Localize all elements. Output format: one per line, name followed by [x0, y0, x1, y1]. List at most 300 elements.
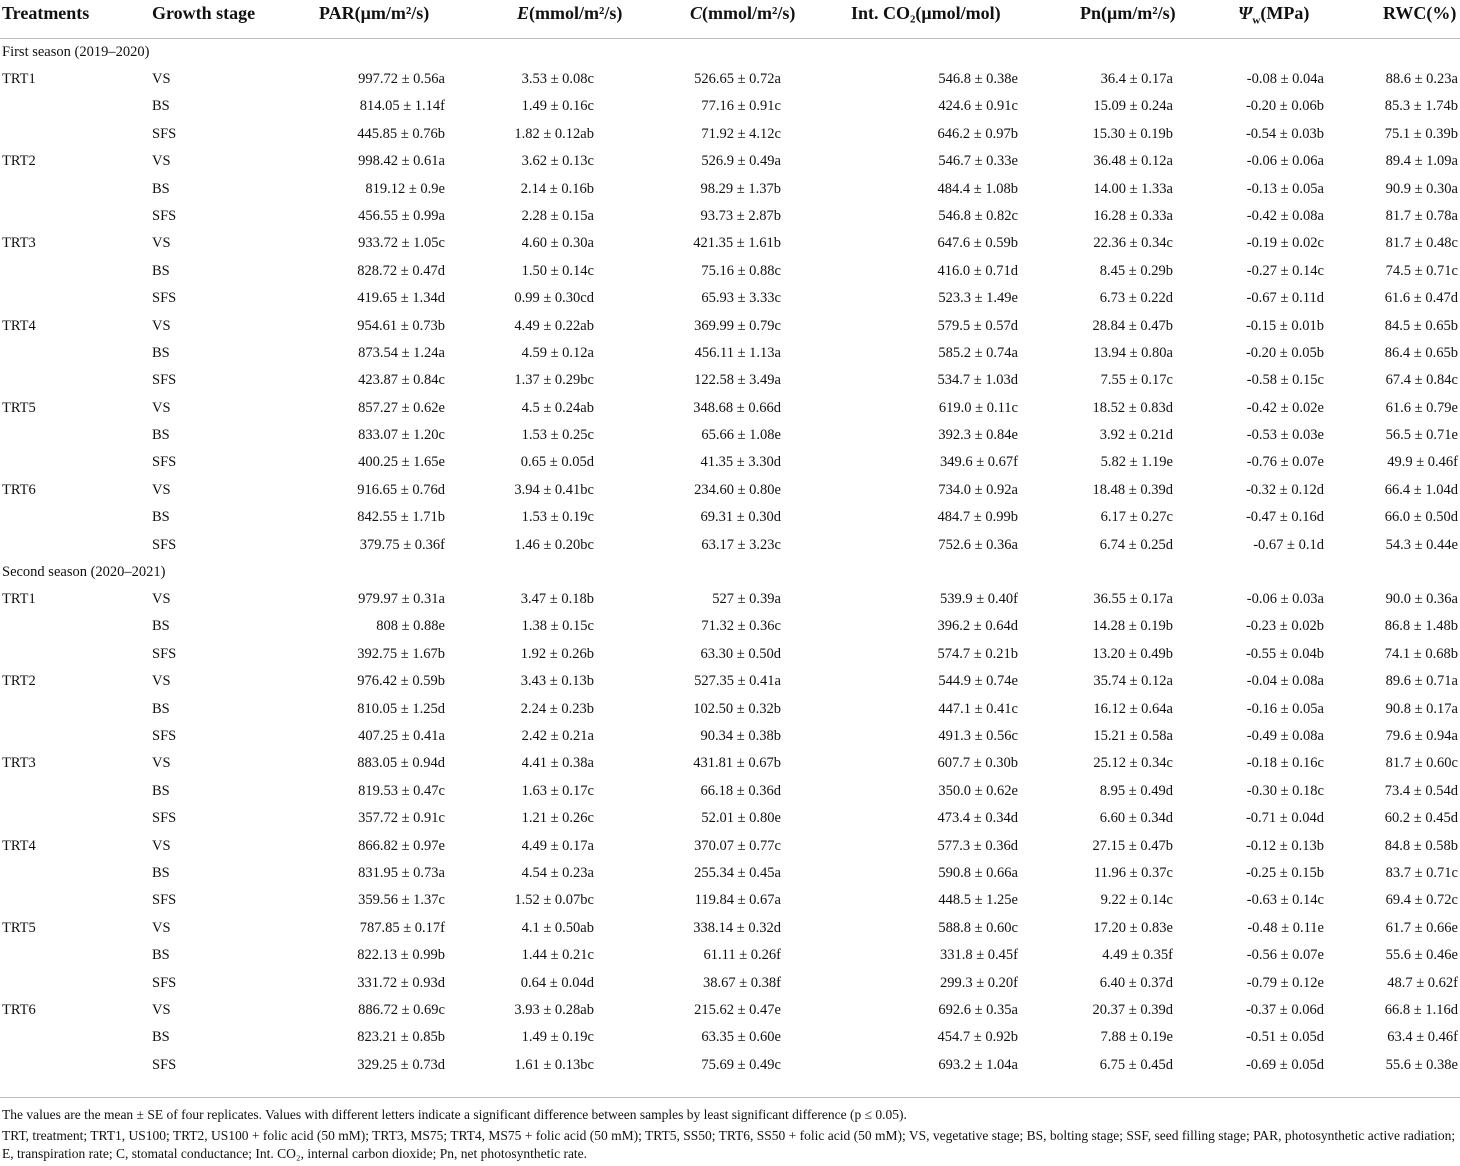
header-conductance: [690, 0, 795, 26]
cell-transpiration: 1.37 ± 0.29bc: [514, 372, 594, 389]
cell-water-potential: -0.13 ± 0.05a: [1246, 180, 1324, 197]
cell-par: 979.97 ± 0.31a: [358, 591, 445, 608]
cell-pn: 16.12 ± 0.64a: [1093, 700, 1173, 717]
cell-growth-stage: VS: [152, 399, 171, 416]
cell-pn: 6.74 ± 0.25d: [1099, 536, 1173, 553]
cell-pn: 18.52 ± 0.83d: [1092, 399, 1173, 416]
cell-water-potential: -0.76 ± 0.07e: [1246, 454, 1324, 471]
cell-transpiration: 1.53 ± 0.25c: [521, 427, 594, 444]
cell-par: 329.25 ± 0.73d: [357, 1056, 445, 1073]
cell-water-potential: -0.51 ± 0.05d: [1245, 1029, 1324, 1046]
cell-transpiration: 1.44 ± 0.21c: [521, 947, 594, 964]
cell-rwc: 84.5 ± 0.65b: [1384, 317, 1458, 334]
cell-rwc: 90.9 ± 0.30a: [1385, 180, 1458, 197]
cell-pn: 13.20 ± 0.49b: [1092, 645, 1173, 662]
cell-treatment: TRT1: [2, 71, 36, 87]
cell-growth-stage: BS: [152, 509, 170, 526]
cell-transpiration: 1.52 ± 0.07bc: [514, 892, 594, 909]
cell-rwc: 86.8 ± 1.48b: [1384, 618, 1458, 635]
season-title: First season (2019–2020): [2, 44, 150, 60]
cell-pn: 15.09 ± 0.24a: [1093, 98, 1173, 115]
cell-growth-stage: SFS: [152, 727, 177, 744]
cell-growth-stage: VS: [152, 481, 171, 498]
cell-conductance: 234.60 ± 0.80e: [694, 481, 781, 498]
table-row: [0, 66, 1460, 93]
cell-conductance: 431.81 ± 0.67b: [693, 755, 781, 772]
table-row: [0, 668, 1460, 695]
cell-rwc: 85.3 ± 1.74b: [1384, 98, 1458, 115]
cell-rwc: 89.6 ± 0.71a: [1385, 673, 1458, 690]
cell-rwc: 55.6 ± 0.46e: [1385, 947, 1458, 964]
cell-int-co2: 619.0 ± 0.11c: [938, 399, 1018, 416]
cell-int-co2: 546.8 ± 0.38e: [938, 71, 1018, 87]
cell-par: 857.27 ± 0.62e: [358, 399, 445, 416]
cell-treatment: TRT3: [2, 755, 36, 772]
cell-conductance: 52.01 ± 0.80e: [701, 810, 781, 827]
cell-water-potential: -0.48 ± 0.11e: [1247, 919, 1324, 936]
cell-conductance: 63.17 ± 3.23c: [701, 536, 781, 553]
cell-treatment: TRT6: [2, 1001, 36, 1018]
header-par: PAR(μm/m²/s): [319, 3, 430, 23]
cell-transpiration: 1.63 ± 0.17c: [521, 782, 594, 799]
cell-water-potential: -0.16 ± 0.05a: [1246, 700, 1324, 717]
cell-transpiration: 2.14 ± 0.16b: [520, 180, 594, 197]
cell-pn: 9.22 ± 0.14c: [1100, 892, 1173, 909]
cell-transpiration: 3.93 ± 0.28ab: [514, 1001, 594, 1018]
cell-par: 933.72 ± 1.05c: [358, 235, 445, 252]
cell-conductance: 526.65 ± 0.72a: [694, 71, 781, 87]
cell-int-co2: 585.2 ± 0.74a: [938, 344, 1018, 361]
cell-treatment: TRT1: [2, 591, 36, 608]
cell-int-co2: 491.3 ± 0.56c: [938, 727, 1018, 744]
cell-rwc: 56.5 ± 0.71e: [1385, 427, 1458, 444]
cell-pn: 36.4 ± 0.17a: [1100, 71, 1173, 87]
cell-conductance: 63.30 ± 0.50d: [700, 645, 781, 662]
cell-pn: 17.20 ± 0.83e: [1093, 919, 1173, 936]
cell-par: 814.05 ± 1.14f: [359, 98, 445, 115]
cell-int-co2: 577.3 ± 0.36d: [937, 837, 1018, 854]
cell-pn: 28.84 ± 0.47b: [1092, 317, 1173, 334]
cell-conductance: 61.11 ± 0.26f: [703, 947, 781, 964]
table-row: [0, 1024, 1460, 1051]
table-row: [0, 778, 1460, 805]
cell-conductance: 65.66 ± 1.08e: [701, 427, 781, 444]
cell-growth-stage: SFS: [152, 125, 177, 142]
cell-treatment: TRT2: [2, 153, 36, 170]
cell-int-co2: 447.1 ± 0.41c: [938, 700, 1018, 717]
cell-water-potential: -0.20 ± 0.05b: [1245, 344, 1324, 361]
cell-water-potential: -0.42 ± 0.02e: [1246, 399, 1324, 416]
cell-water-potential: -0.67 ± 0.11d: [1246, 290, 1324, 307]
cell-pn: 7.88 ± 0.19e: [1100, 1029, 1173, 1046]
cell-treatment: TRT5: [2, 919, 36, 936]
table-row: [0, 915, 1460, 942]
cell-treatment: TRT3: [2, 235, 36, 252]
cell-growth-stage: SFS: [152, 290, 177, 307]
cell-rwc: 49.9 ± 0.46f: [1387, 454, 1458, 471]
cell-transpiration: 4.1 ± 0.50ab: [521, 919, 594, 936]
cell-rwc: 90.0 ± 0.36a: [1385, 591, 1458, 608]
cell-water-potential: -0.69 ± 0.05d: [1245, 1056, 1324, 1073]
cell-growth-stage: SFS: [152, 536, 177, 553]
cell-transpiration: 0.99 ± 0.30cd: [514, 290, 594, 307]
table-row: [0, 997, 1460, 1024]
cell-conductance: 75.69 ± 0.49c: [701, 1056, 781, 1073]
cell-transpiration: 4.49 ± 0.22ab: [514, 317, 594, 334]
cell-conductance: 69.31 ± 0.30d: [700, 509, 781, 526]
cell-int-co2: 392.3 ± 0.84e: [938, 427, 1018, 444]
cell-par: 456.55 ± 0.99a: [358, 207, 445, 224]
cell-pn: 5.82 ± 1.19e: [1100, 454, 1173, 471]
header-psi-subscript: w: [1252, 14, 1261, 27]
table-row: [0, 750, 1460, 777]
cell-conductance: 255.34 ± 0.45a: [694, 864, 781, 881]
cell-int-co2: 544.9 ± 0.74e: [938, 673, 1018, 690]
cell-par: 810.05 ± 1.25d: [357, 700, 445, 717]
cell-int-co2: 331.8 ± 0.45f: [939, 947, 1018, 964]
header-psi-unit: (MPa): [1260, 3, 1310, 23]
cell-int-co2: 539.9 ± 0.40f: [939, 591, 1018, 608]
table-row: [0, 1052, 1460, 1079]
header-rwc: RWC(%): [1383, 3, 1457, 23]
cell-int-co2: 588.8 ± 0.60c: [938, 919, 1018, 936]
table-row: [0, 422, 1460, 449]
cell-growth-stage: BS: [152, 700, 170, 717]
cell-water-potential: -0.56 ± 0.07e: [1246, 947, 1324, 964]
cell-rwc: 90.8 ± 0.17a: [1385, 700, 1458, 717]
cell-rwc: 81.7 ± 0.78a: [1385, 207, 1458, 224]
table-row: [0, 93, 1460, 120]
cell-par: 357.72 ± 0.91c: [358, 810, 445, 827]
cell-int-co2: 546.8 ± 0.82c: [938, 207, 1018, 224]
cell-growth-stage: BS: [152, 1029, 170, 1046]
cell-conductance: 71.32 ± 0.36c: [701, 618, 781, 635]
cell-pn: 13.94 ± 0.80a: [1093, 344, 1173, 361]
table-row: [0, 887, 1460, 914]
cell-par: 883.05 ± 0.94d: [357, 755, 445, 772]
cell-par: 873.54 ± 1.24a: [358, 344, 445, 361]
cell-growth-stage: VS: [152, 591, 171, 608]
table-row: [0, 230, 1460, 257]
cell-growth-stage: VS: [152, 153, 171, 170]
cell-par: 828.72 ± 0.47d: [357, 262, 445, 279]
cell-pn: 6.17 ± 0.27c: [1100, 509, 1173, 526]
table-row: [0, 805, 1460, 832]
cell-water-potential: -0.19 ± 0.02c: [1246, 235, 1324, 252]
cell-par: 822.13 ± 0.99b: [357, 947, 445, 964]
cell-int-co2: 647.6 ± 0.59b: [937, 235, 1018, 252]
cell-pn: 20.37 ± 0.39d: [1092, 1001, 1173, 1018]
cell-growth-stage: VS: [152, 755, 171, 772]
cell-conductance: 119.84 ± 0.67a: [694, 892, 781, 909]
cell-conductance: 90.34 ± 0.38b: [700, 727, 781, 744]
cell-int-co2: 416.0 ± 0.71d: [937, 262, 1018, 279]
cell-par: 866.82 ± 0.97e: [358, 837, 445, 854]
cell-water-potential: -0.06 ± 0.03a: [1246, 591, 1324, 608]
cell-conductance: 215.62 ± 0.47e: [694, 1001, 781, 1018]
cell-transpiration: 1.61 ± 0.13bc: [514, 1056, 594, 1073]
header-pn: Pn(μm/m²/s): [1080, 3, 1176, 23]
table-row: [0, 641, 1460, 668]
cell-conductance: 102.50 ± 0.32b: [693, 700, 781, 717]
cell-water-potential: -0.63 ± 0.14c: [1246, 892, 1324, 909]
cell-pn: 18.48 ± 0.39d: [1092, 481, 1173, 498]
cell-treatment: TRT2: [2, 673, 36, 690]
cell-transpiration: 1.21 ± 0.26c: [521, 810, 594, 827]
cell-rwc: 81.7 ± 0.48c: [1385, 235, 1458, 252]
cell-conductance: 526.9 ± 0.49a: [701, 153, 781, 170]
cell-int-co2: 646.2 ± 0.97b: [937, 125, 1018, 142]
cell-transpiration: 1.92 ± 0.26b: [520, 645, 594, 662]
cell-growth-stage: VS: [152, 71, 171, 87]
cell-water-potential: -0.71 ± 0.04d: [1245, 810, 1324, 827]
cell-transpiration: 4.49 ± 0.17a: [521, 837, 594, 854]
cell-int-co2: 607.7 ± 0.30b: [937, 755, 1018, 772]
cell-conductance: 77.16 ± 0.91c: [701, 98, 781, 115]
table-footnotes: [0, 1097, 1460, 1166]
cell-int-co2: 396.2 ± 0.64d: [937, 618, 1018, 635]
cell-water-potential: -0.25 ± 0.15b: [1245, 864, 1324, 881]
header-c-unit: (mmol/m²/s): [702, 3, 796, 23]
header-psi-symbol: Ψ: [1238, 3, 1253, 23]
cell-water-potential: -0.27 ± 0.14c: [1246, 262, 1324, 279]
cell-transpiration: 4.59 ± 0.12a: [521, 344, 594, 361]
cell-water-potential: -0.42 ± 0.08a: [1246, 207, 1324, 224]
cell-int-co2: 693.2 ± 1.04a: [938, 1056, 1018, 1073]
cell-water-potential: -0.58 ± 0.15c: [1246, 372, 1324, 389]
cell-par: 400.25 ± 1.65e: [358, 454, 445, 471]
header-e-symbol: E: [517, 3, 530, 23]
cell-par: 419.65 ± 1.34d: [357, 290, 445, 307]
table-row: [0, 285, 1460, 312]
cell-conductance: 63.35 ± 0.60e: [701, 1029, 781, 1046]
cell-rwc: 54.3 ± 0.44e: [1385, 536, 1458, 553]
cell-pn: 6.40 ± 0.37d: [1099, 974, 1173, 991]
cell-par: 445.85 ± 0.76b: [357, 125, 445, 142]
cell-conductance: 98.29 ± 1.37b: [700, 180, 781, 197]
cell-growth-stage: BS: [152, 947, 170, 964]
cell-conductance: 122.58 ± 3.49a: [694, 372, 781, 389]
cell-int-co2: 299.3 ± 0.20f: [939, 974, 1018, 991]
cell-conductance: 71.92 ± 4.12c: [701, 125, 781, 142]
cell-pn: 27.15 ± 0.47b: [1092, 837, 1173, 854]
cell-conductance: 338.14 ± 0.32d: [693, 919, 781, 936]
cell-int-co2: 454.7 ± 0.92b: [937, 1029, 1018, 1046]
cell-pn: 8.95 ± 0.49d: [1099, 782, 1173, 799]
header-e-unit: (mmol/m²/s): [529, 3, 623, 23]
cell-transpiration: 4.41 ± 0.38a: [521, 755, 594, 772]
cell-treatment: TRT4: [2, 837, 36, 854]
cell-par: 976.42 ± 0.59b: [357, 673, 445, 690]
table-header: [0, 0, 1460, 39]
cell-par: 916.65 ± 0.76d: [357, 481, 445, 498]
cell-water-potential: -0.37 ± 0.06d: [1245, 1001, 1324, 1018]
cell-rwc: 74.1 ± 0.68b: [1384, 645, 1458, 662]
cell-conductance: 369.99 ± 0.79c: [694, 317, 781, 334]
table-row: [0, 696, 1460, 723]
cell-par: 379.75 ± 0.36f: [359, 536, 445, 553]
header-c-symbol: C: [690, 3, 703, 23]
cell-pn: 16.28 ± 0.33a: [1093, 207, 1173, 224]
cell-transpiration: 1.49 ± 0.19c: [521, 1029, 594, 1046]
cell-water-potential: -0.08 ± 0.04a: [1246, 71, 1324, 87]
cell-conductance: 66.18 ± 0.36d: [700, 782, 781, 799]
cell-water-potential: -0.12 ± 0.13b: [1245, 837, 1324, 854]
cell-par: 787.85 ± 0.17f: [359, 919, 445, 936]
cell-transpiration: 4.5 ± 0.24ab: [521, 399, 594, 416]
cell-water-potential: -0.06 ± 0.06a: [1246, 153, 1324, 170]
cell-transpiration: 3.43 ± 0.13b: [520, 673, 594, 690]
cell-growth-stage: BS: [152, 262, 170, 279]
cell-rwc: 75.1 ± 0.39b: [1384, 125, 1458, 142]
table-row: [0, 970, 1460, 997]
cell-growth-stage: VS: [152, 673, 171, 690]
cell-rwc: 66.8 ± 1.16d: [1384, 1001, 1458, 1018]
cell-rwc: 61.7 ± 0.66e: [1385, 919, 1458, 936]
cell-int-co2: 734.0 ± 0.92a: [938, 481, 1018, 498]
table-row: [0, 313, 1460, 340]
cell-conductance: 527.35 ± 0.41a: [694, 673, 781, 690]
cell-rwc: 61.6 ± 0.79e: [1385, 399, 1458, 416]
cell-rwc: 66.0 ± 0.50d: [1384, 509, 1458, 526]
cell-transpiration: 1.50 ± 0.14c: [521, 262, 594, 279]
cell-int-co2: 484.4 ± 1.08b: [937, 180, 1018, 197]
cell-growth-stage: VS: [152, 317, 171, 334]
table-row: [0, 449, 1460, 476]
cell-water-potential: -0.30 ± 0.18c: [1246, 782, 1324, 799]
cell-growth-stage: SFS: [152, 974, 177, 991]
cell-int-co2: 574.7 ± 0.21b: [937, 645, 1018, 662]
cell-growth-stage: VS: [152, 235, 171, 252]
cell-par: 998.42 ± 0.61a: [358, 153, 445, 170]
cell-water-potential: -0.67 ± 0.1d: [1253, 536, 1324, 553]
cell-growth-stage: SFS: [152, 892, 177, 909]
cell-growth-stage: SFS: [152, 645, 177, 662]
cell-int-co2: 523.3 ± 1.49e: [938, 290, 1018, 307]
cell-growth-stage: BS: [152, 618, 170, 635]
cell-conductance: 75.16 ± 0.88c: [701, 262, 781, 279]
cell-conductance: 93.73 ± 2.87b: [700, 207, 781, 224]
cell-water-potential: -0.18 ± 0.16c: [1246, 755, 1324, 772]
cell-pn: 22.36 ± 0.34c: [1093, 235, 1173, 252]
table-row: [0, 613, 1460, 640]
cell-pn: 4.49 ± 0.35f: [1102, 947, 1173, 964]
table-row: [0, 860, 1460, 887]
cell-rwc: 73.4 ± 0.54d: [1384, 782, 1458, 799]
table-row: [0, 258, 1460, 285]
cell-rwc: 79.6 ± 0.94a: [1385, 727, 1458, 744]
cell-conductance: 65.93 ± 3.33c: [701, 290, 781, 307]
cell-conductance: 348.68 ± 0.66d: [693, 399, 781, 416]
cell-growth-stage: SFS: [152, 372, 177, 389]
cell-rwc: 55.6 ± 0.38e: [1385, 1056, 1458, 1073]
cell-treatment: TRT4: [2, 317, 36, 334]
footnote-abbreviations: TRT, treatment; TRT1, US100; TRT2, US100 + folic acid (50 mM); TRT3, MS75; TRT4, MS75 + folic acid (50 mM); TRT5, SS50; TRT6, SS50 + folic acid (50 mM); VS, vegetative stage; BS, bolting stage; SSF, seed filling stage; PAR, photosynthetic active radiation; E, transpiration rate; C, stomatal conductance; Int. CO₂, internal carbon dioxide; Pn, net photosynthetic rate.: [2, 1127, 1456, 1161]
table-row: [0, 833, 1460, 860]
cell-growth-stage: SFS: [152, 810, 177, 827]
table-row: [0, 723, 1460, 750]
cell-pn: 15.21 ± 0.58a: [1093, 727, 1173, 744]
table-row: [0, 586, 1460, 613]
cell-int-co2: 484.7 ± 0.99b: [937, 509, 1018, 526]
cell-conductance: 421.35 ± 1.61b: [693, 235, 781, 252]
cell-transpiration: 1.38 ± 0.15c: [521, 618, 594, 635]
cell-par: 833.07 ± 1.20c: [358, 427, 445, 444]
cell-treatment: TRT6: [2, 481, 36, 498]
cell-par: 392.75 ± 1.67b: [357, 645, 445, 662]
cell-par: 842.55 ± 1.71b: [357, 509, 445, 526]
cell-pn: 36.55 ± 0.17a: [1093, 591, 1173, 608]
cell-growth-stage: BS: [152, 180, 170, 197]
cell-int-co2: 546.7 ± 0.33e: [938, 153, 1018, 170]
cell-par: 331.72 ± 0.93d: [357, 974, 445, 991]
cell-growth-stage: VS: [152, 1001, 171, 1018]
cell-transpiration: 0.65 ± 0.05d: [520, 454, 594, 471]
cell-conductance: 370.07 ± 0.77c: [694, 837, 781, 854]
cell-rwc: 66.4 ± 1.04d: [1384, 481, 1458, 498]
cell-par: 886.72 ± 0.69c: [358, 1001, 445, 1018]
cell-transpiration: 1.46 ± 0.20bc: [514, 536, 594, 553]
cell-transpiration: 3.53 ± 0.08c: [521, 71, 594, 87]
header-water-potential: [1238, 0, 1309, 26]
cell-int-co2: 448.5 ± 1.25e: [938, 892, 1018, 909]
cell-water-potential: -0.04 ± 0.08a: [1246, 673, 1324, 690]
cell-rwc: 60.2 ± 0.45d: [1384, 810, 1458, 827]
cell-transpiration: 2.28 ± 0.15a: [521, 207, 594, 224]
cell-pn: 14.28 ± 0.19b: [1092, 618, 1173, 635]
cell-rwc: 67.4 ± 0.84c: [1385, 372, 1458, 389]
cell-growth-stage: BS: [152, 427, 170, 444]
cell-transpiration: 1.53 ± 0.19c: [521, 509, 594, 526]
table-row: [0, 532, 1460, 559]
cell-par: 808 ± 0.88e: [376, 618, 445, 635]
table-row: [0, 340, 1460, 367]
cell-growth-stage: BS: [152, 98, 170, 115]
cell-water-potential: -0.49 ± 0.08a: [1246, 727, 1324, 744]
cell-par: 831.95 ± 0.73a: [358, 864, 445, 881]
cell-pn: 25.12 ± 0.34c: [1093, 755, 1173, 772]
cell-int-co2: 692.6 ± 0.35a: [938, 1001, 1018, 1018]
cell-par: 819.12 ± 0.9e: [365, 180, 445, 197]
season-title: Second season (2020–2021): [2, 564, 166, 581]
cell-pn: 11.96 ± 0.37c: [1093, 864, 1173, 881]
header-growth-stage: Growth stage: [152, 3, 256, 23]
cell-transpiration: 2.42 ± 0.21a: [521, 727, 594, 744]
cell-water-potential: -0.54 ± 0.03b: [1245, 125, 1324, 142]
cell-pn: 14.00 ± 1.33a: [1093, 180, 1173, 197]
cell-growth-stage: BS: [152, 344, 170, 361]
cell-rwc: 48.7 ± 0.62f: [1387, 974, 1458, 991]
cell-transpiration: 4.54 ± 0.23a: [521, 864, 594, 881]
cell-rwc: 74.5 ± 0.71c: [1385, 262, 1458, 279]
cell-rwc: 81.7 ± 0.60c: [1385, 755, 1458, 772]
cell-growth-stage: SFS: [152, 1056, 177, 1073]
cell-transpiration: 3.94 ± 0.41bc: [514, 481, 594, 498]
cell-growth-stage: VS: [152, 919, 171, 936]
footnote-statistics: The values are the mean ± SE of four replicates. Values with different letters indicate a significant difference between samples by least significant difference (p ≤ 0.05).: [2, 1107, 907, 1122]
cell-conductance: 41.35 ± 3.30d: [700, 454, 781, 471]
cell-rwc: 89.4 ± 1.09a: [1385, 153, 1458, 170]
cell-growth-stage: BS: [152, 864, 170, 881]
cell-par: 823.21 ± 0.85b: [357, 1029, 445, 1046]
cell-transpiration: 3.62 ± 0.13c: [521, 153, 594, 170]
table-row: [0, 176, 1460, 203]
cell-rwc: 88.6 ± 0.23a: [1385, 71, 1458, 87]
cell-water-potential: -0.23 ± 0.02b: [1245, 618, 1324, 635]
cell-conductance: 456.11 ± 1.13a: [694, 344, 781, 361]
cell-pn: 3.92 ± 0.21d: [1099, 427, 1173, 444]
cell-transpiration: 2.24 ± 0.23b: [520, 700, 594, 717]
